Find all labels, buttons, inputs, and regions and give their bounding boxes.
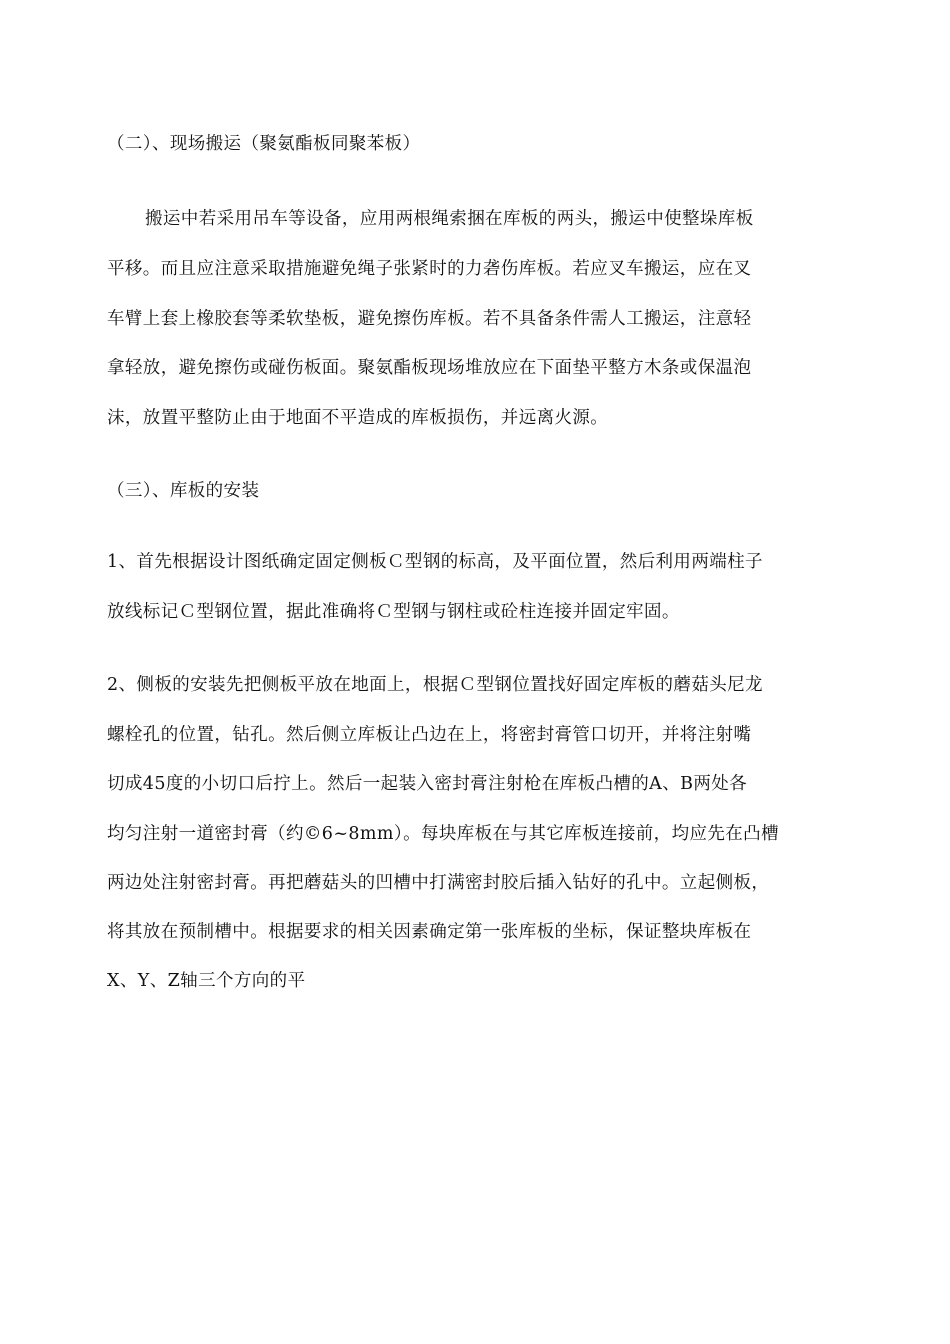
section-heading-2: （二）、现场搬运（聚氨酯板同聚苯板）	[107, 134, 421, 154]
paragraph-line: 平移。而且应注意采取措施避免绳子张紧时的力砻伤库板。若应叉车搬运，应在叉	[107, 259, 752, 279]
paragraph-line: 切成45度的小切口后拧上。然后一起装入密封膏注射枪在库板凸槽的A、B两处各	[107, 774, 748, 794]
paragraph-line: 搬运中若采用吊车等设备，应用两根绳索捆在库板的两头，搬运中使整垛库板	[145, 209, 754, 229]
paragraph-line: 均匀注射一道密封膏（约©6~8mm）。每块库板在与其它库板连接前，均应先在凸槽	[107, 824, 779, 844]
paragraph-line: 沫，放置平整防止由于地面不平造成的库板损伤，并远离火源。	[107, 408, 609, 428]
paragraph-line: 将其放在预制槽中。根据要求的相关因素确定第一张库板的坐标，保证整块库板在	[107, 922, 752, 942]
paragraph-line: 螺栓孔的位置，钻孔。然后侧立库板让凸边在上，将密封膏管口切开，并将注射嘴	[107, 725, 752, 745]
section-heading-3: （三）、库板的安装	[107, 481, 260, 501]
paragraph-line: 车臂上套上橡胶套等柔软垫板，避免擦伤库板。若不具备条件需人工搬运，注意轻	[107, 309, 752, 329]
paragraph-line: 1、首先根据设计图纸确定固定侧板Ｃ型钢的标高，及平面位置，然后利用两端柱子	[107, 552, 763, 572]
paragraph-line: X、Y、Z轴三个方向的平	[107, 971, 306, 991]
paragraph-line: 两边处注射密封膏。再把蘑菇头的凹槽中打满密封胶后插入钻好的孔中。立起侧板，	[107, 873, 770, 893]
paragraph-line: 放线标记Ｃ型钢位置，据此准确将Ｃ型钢与钢柱或砼柱连接并固定牢固。	[107, 602, 680, 622]
paragraph-line: 拿轻放，避免擦伤或碰伤板面。聚氨酯板现场堆放应在下面垫平整方木条或保温泡	[107, 358, 752, 378]
paragraph-line: 2、侧板的安装先把侧板平放在地面上，根据Ｃ型钢位置找好固定库板的蘑菇头尼龙	[107, 675, 763, 695]
